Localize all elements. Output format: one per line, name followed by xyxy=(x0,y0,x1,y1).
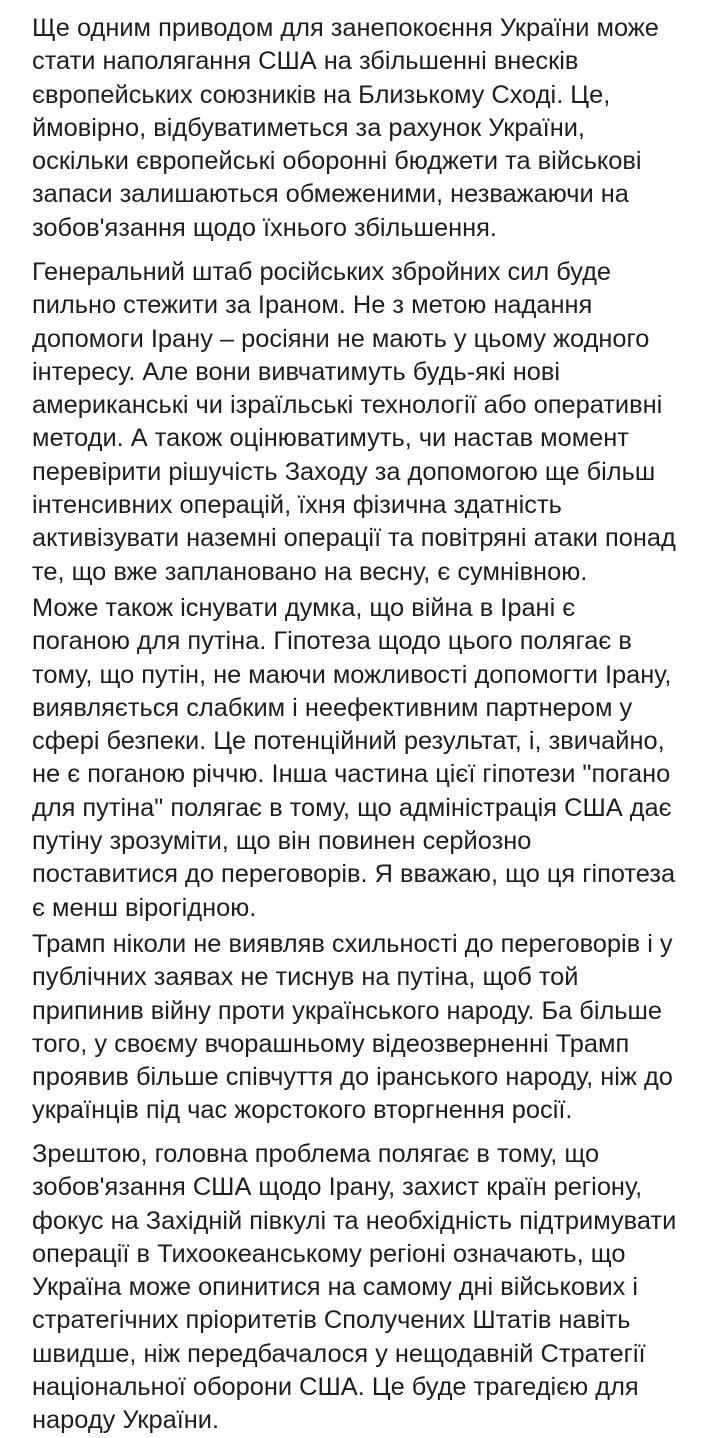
paragraph-3: Може також існувати думка, що війна в Ірані є поганою для путіна. Гіпотеза щодо цього полягає в тому, що путін, не маючи можливості допомогти Ірану, виявляється слабким і неефективним партнером у сфері безпеки. Це потенційний результат, і, звичайно, не є поганою річчю. Інша частина цієї гіпотези "погано для путіна" полягає в тому, що адміністрація США дає путіну зрозуміти, що він повинен серйозно поставитися до переговорів. Я вважаю, що ця гіпотеза є менш вірогідною. xyxy=(32,594,676,922)
paragraph-2: Генеральний штаб російських збройних сил буде пильно стежити за Іраном. Не з метою надання допомоги Ірану – росіяни не мають у цьому жодного інтересу. Але вони вивчатимуть будь-які нові американські чи ізраїльські технології або оперативні методи. А також оцінюватимуть, чи настав момент перевірити рішучість Заходу за допомогою ще більш інтенсивних операцій, їхня фізична здатність активізувати наземні операції та повітряні атаки понад те, що вже заплановано на весну, є сумнівною. xyxy=(32,258,676,586)
paragraph-4: Трамп ніколи не виявляв схильності до переговорів і у публічних заявах не тиснув на путіна, щоб той припинив війну проти українського народу. Ба більше того, у своєму вчорашньому відеозверненні Трамп проявив більше співчуття до іранського народу, ніж до українців під час жорстокого вторгнення росії. xyxy=(32,930,673,1125)
paragraph-1: Ще одним приводом для занепокоєння України може стати наполягання США на збільшенні внесків європейських союзників на Близькому Сході. Це, ймовірно, відбуватиметься за рахунок України, оскільки європейські оборонні бюджети та військові запаси залишаються обмеженими, незважаючи на зобов'язання щодо їхнього збільшення. xyxy=(32,14,659,242)
paragraph-5: Зрештою, головна проблема полягає в тому, що зобов'язання США щодо Ірану, захист країн регіону, фокус на Західній півкулі та необхідність підтримувати операції в Тихоокеанському регіоні означають, що Україна може опинитися на самому дні військових і стратегічних пріоритетів Сполучених Штатів навіть швидше, ніж передбачалося у нещодавній Стратегії національної оборони США. Це буде трагедією для народу України. xyxy=(32,1140,677,1435)
